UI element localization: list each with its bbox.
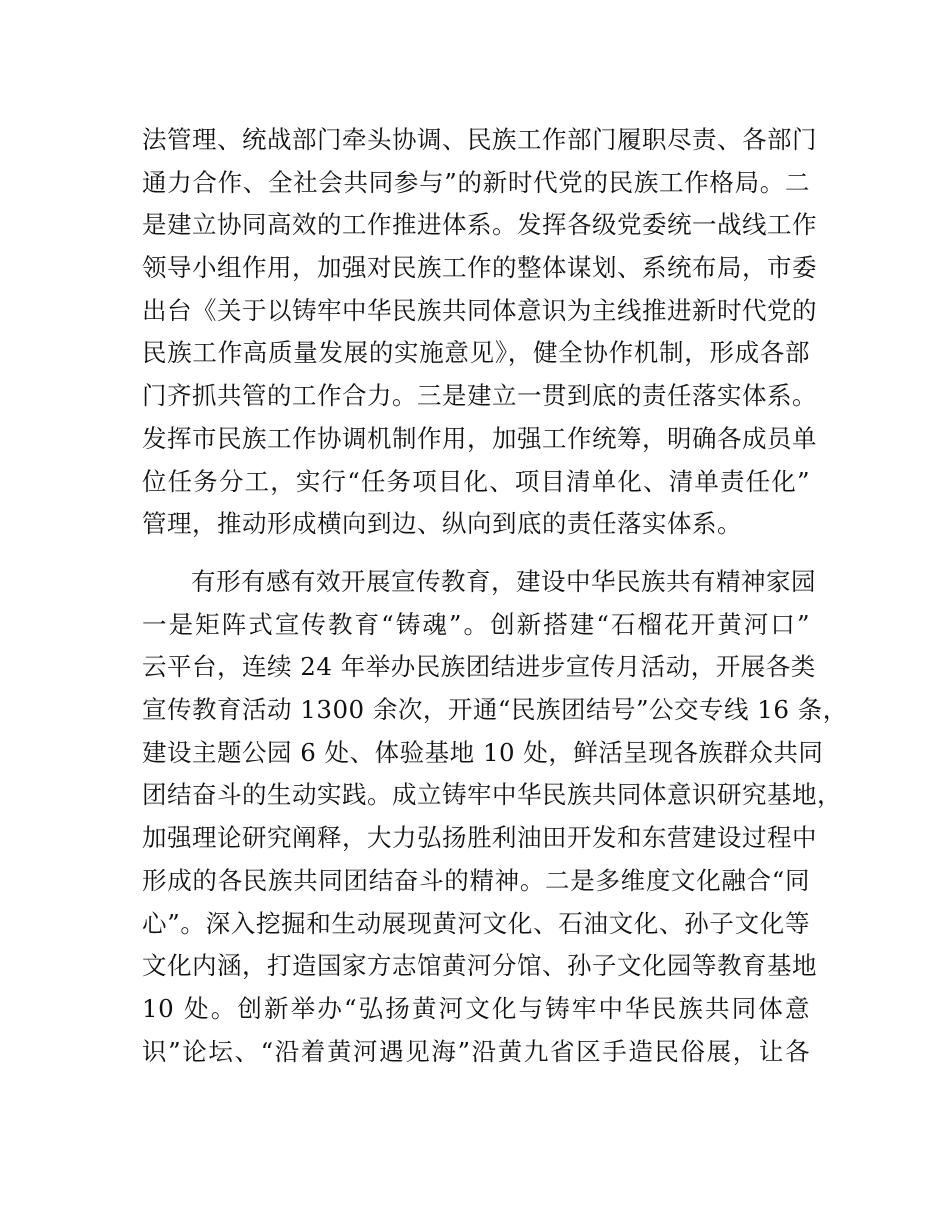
- text-line: 宣传教育活动 1300 余次，开通“民族团结号”公交专线 16 条，: [142, 695, 848, 725]
- text-line: 发挥市民族工作协调机制作用，加强工作统筹，明确各成员单: [142, 423, 817, 453]
- text-line: 形成的各民族共同团结奋斗的精神。二是多维度文化融合“同: [142, 865, 810, 895]
- text-line: 团结奋斗的生动实践。成立铸牢中华民族共同体意识研究基地，: [142, 780, 842, 810]
- text-line: 出台《关于以铸牢中华民族共同体意识为主线推进新时代党的: [142, 295, 817, 325]
- text-line: 是建立协同高效的工作推进体系。发挥各级党委统一战线工作: [142, 210, 817, 240]
- text-line: 位任务分工，实行“任务项目化、项目清单化、清单责任化”: [142, 466, 810, 496]
- text-line: 10 处。创新举办“弘扬黄河文化与铸牢中华民族共同体意: [142, 993, 810, 1023]
- text-line: 识”论坛、“沿着黄河遇见海”沿黄九省区手造民俗展，让各: [142, 1036, 810, 1066]
- text-line: 文化内涵，打造国家方志馆黄河分馆、孙子文化园等教育基地: [142, 951, 817, 981]
- text-line: 民族工作高质量发展的实施意见》，健全协作机制，形成各部: [142, 338, 810, 368]
- text-line: 法管理、统战部门牵头协调、民族工作部门履职尽责、各部门: [142, 125, 817, 154]
- text-line: 通力合作、全社会共同参与”的新时代党的民族工作格局。二: [142, 167, 810, 197]
- text-line: 加强理论研究阐释，大力弘扬胜利油田开发和东营建设过程中: [142, 823, 817, 853]
- text-line: 门齐抓共管的工作合力。三是建立一贯到底的责任落实体系。: [142, 381, 817, 411]
- text-line: 管理，推动形成横向到边、纵向到底的责任落实体系。: [142, 509, 742, 539]
- text-line: 一是矩阵式宣传教育“铸魂”。创新搭建“石榴花开黄河口”: [142, 609, 810, 639]
- paragraph-publicity-education: [142, 561, 848, 1073]
- text-line: 建设主题公园 6 处、体验基地 10 处，鲜活呈现各族群众共同: [142, 737, 824, 767]
- text-line: 领导小组作用，加强对民族工作的整体谋划、系统布局，市委: [142, 253, 817, 283]
- paragraph-work-pattern: [142, 119, 817, 546]
- text-line: 心”。深入挖掘和生动展现黄河文化、石油文化、孙子文化等: [142, 908, 810, 938]
- text-line: 云平台，连续 24 年举办民族团结进步宣传月活动，开展各类: [142, 652, 816, 682]
- paragraph-heading-line: 有形有感有效开展宣传教育，建设中华民族共有精神家园: [191, 567, 816, 596]
